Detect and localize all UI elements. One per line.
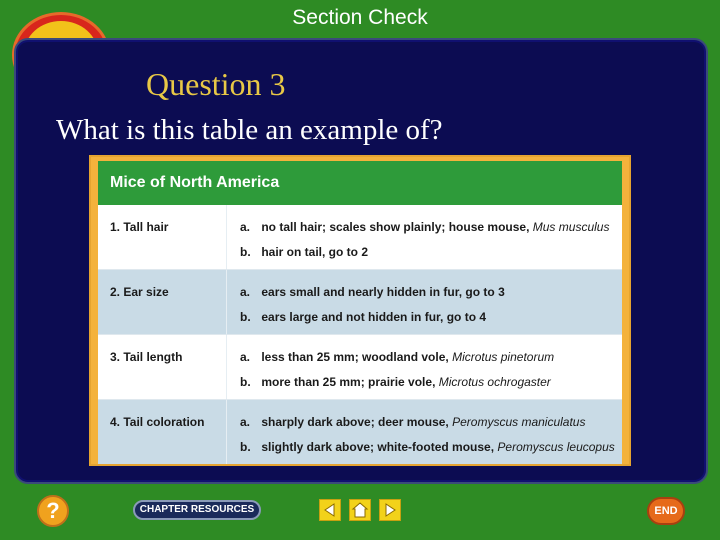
row-label: 4. Tail coloration: [110, 415, 205, 429]
option-text: no tall hair; scales show plainly; house mouse,: [261, 220, 530, 234]
option-letter: a.: [240, 220, 251, 234]
home-button[interactable]: [349, 499, 371, 521]
row-label: 2. Ear size: [110, 285, 169, 299]
option-text: ears small and nearly hidden in fur, go to 3: [261, 285, 505, 299]
option-a: [240, 415, 585, 429]
column-divider: [226, 205, 227, 269]
option-scientific-name: Peromyscus maniculatus: [452, 415, 586, 429]
option-letter: b.: [240, 375, 251, 389]
option-text: sharply dark above; deer mouse,: [261, 415, 449, 429]
question-title: Question 3: [146, 66, 286, 102]
option-b: [240, 245, 368, 259]
question-text: What is this table an example of?: [56, 114, 443, 146]
option-text: more than 25 mm; prairie vole,: [261, 375, 436, 389]
option-a: [240, 350, 554, 364]
dichotomous-key-table: [89, 155, 631, 466]
option-scientific-name: Peromyscus leucopus: [497, 440, 615, 454]
option-a: [240, 220, 609, 234]
table-title: Mice of North America: [98, 161, 622, 205]
option-b: [240, 310, 486, 324]
table-row: [98, 334, 622, 399]
column-divider: [226, 335, 227, 399]
column-divider: [226, 400, 227, 464]
option-b: [240, 440, 615, 454]
option-letter: b.: [240, 310, 251, 324]
option-b: [240, 375, 551, 389]
previous-button[interactable]: [319, 499, 341, 521]
table-row: [98, 399, 622, 464]
row-label: 1. Tall hair: [110, 220, 169, 234]
option-text: slightly dark above; white-footed mouse,: [261, 440, 495, 454]
option-scientific-name: Microtus ochrogaster: [438, 375, 551, 389]
option-letter: a.: [240, 350, 251, 364]
table-body: [98, 161, 622, 461]
help-button[interactable]: ?: [37, 495, 69, 527]
column-divider: [226, 270, 227, 334]
option-scientific-name: Mus musculus: [532, 220, 610, 234]
table-row: [98, 269, 622, 334]
option-a: [240, 285, 505, 299]
option-letter: b.: [240, 440, 251, 454]
home-icon: [350, 500, 370, 520]
option-scientific-name: Microtus pinetorum: [452, 350, 555, 364]
option-letter: a.: [240, 415, 251, 429]
end-button[interactable]: END: [647, 497, 685, 525]
arrow-left-icon: [320, 500, 340, 520]
row-label: 3. Tail length: [110, 350, 183, 364]
option-letter: a.: [240, 285, 251, 299]
option-letter: b.: [240, 245, 251, 259]
page-header-title: Section Check: [292, 6, 428, 29]
option-text: ears large and not hidden in fur, go to 4: [261, 310, 487, 324]
option-text: less than 25 mm; woodland vole,: [261, 350, 449, 364]
table-row: [98, 205, 622, 269]
chapter-resources-button[interactable]: CHAPTER RESOURCES: [133, 500, 261, 520]
option-text: hair on tail, go to 2: [261, 245, 369, 259]
arrow-right-icon: [380, 500, 400, 520]
next-button[interactable]: [379, 499, 401, 521]
